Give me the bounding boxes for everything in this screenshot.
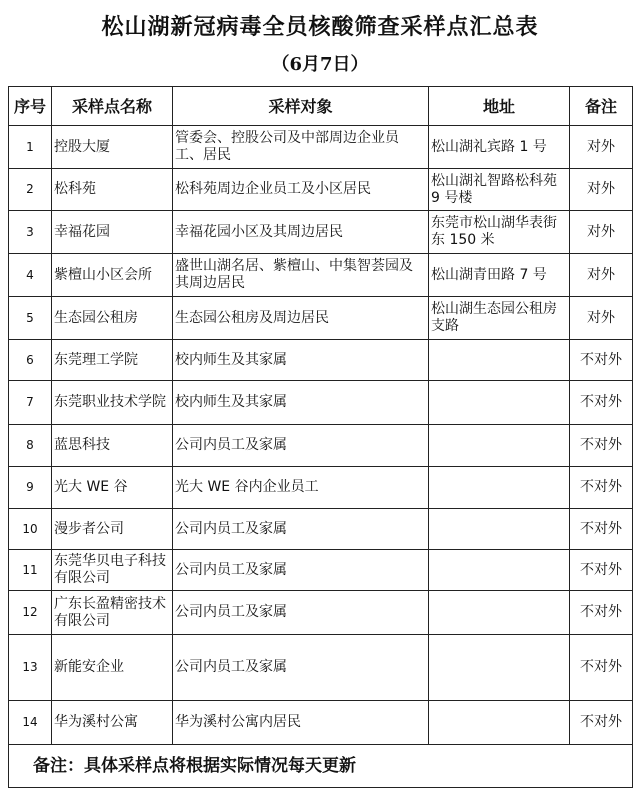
row-site-name: 紫檀山小区会所 bbox=[52, 254, 173, 297]
row-address bbox=[429, 381, 570, 425]
row-no: 13 bbox=[9, 635, 52, 701]
row-site-name: 东莞华贝电子科技有限公司 bbox=[52, 550, 173, 591]
row-note: 不对外 bbox=[570, 509, 633, 550]
row-address bbox=[429, 635, 570, 701]
row-site-name: 松科苑 bbox=[52, 169, 173, 211]
row-address bbox=[429, 591, 570, 635]
header-name: 采样点名称 bbox=[52, 87, 173, 126]
table-footer-row bbox=[9, 745, 633, 788]
row-no: 10 bbox=[9, 509, 52, 550]
row-target: 管委会、控股公司及中部周边企业员工、居民 bbox=[173, 126, 429, 169]
table-row bbox=[9, 467, 633, 509]
row-note: 对外 bbox=[570, 211, 633, 254]
row-site-name: 漫步者公司 bbox=[52, 509, 173, 550]
row-no: 12 bbox=[9, 591, 52, 635]
row-note: 对外 bbox=[570, 297, 633, 340]
header-address: 地址 bbox=[429, 87, 570, 126]
table-row bbox=[9, 635, 633, 701]
table-row bbox=[9, 550, 633, 591]
table-row bbox=[9, 340, 633, 381]
row-address bbox=[429, 509, 570, 550]
table-row bbox=[9, 297, 633, 340]
row-note: 不对外 bbox=[570, 425, 633, 467]
row-no: 14 bbox=[9, 701, 52, 745]
header-target: 采样对象 bbox=[173, 87, 429, 126]
row-target: 幸福花园小区及其周边居民 bbox=[173, 211, 429, 254]
row-no: 8 bbox=[9, 425, 52, 467]
row-site-name: 广东长盈精密技术有限公司 bbox=[52, 591, 173, 635]
row-address bbox=[429, 467, 570, 509]
table-header-row bbox=[9, 87, 633, 126]
row-site-name: 蓝思科技 bbox=[52, 425, 173, 467]
table-row bbox=[9, 169, 633, 211]
row-site-name: 生态园公租房 bbox=[52, 297, 173, 340]
header-no: 序号 bbox=[9, 87, 52, 126]
row-address bbox=[429, 340, 570, 381]
row-note: 不对外 bbox=[570, 381, 633, 425]
row-address: 松山湖礼智路松科苑 9 号楼 bbox=[429, 169, 570, 211]
row-no: 2 bbox=[9, 169, 52, 211]
row-target: 华为溪村公寓内居民 bbox=[173, 701, 429, 745]
row-address: 松山湖礼宾路 1 号 bbox=[429, 126, 570, 169]
row-address: 松山湖青田路 7 号 bbox=[429, 254, 570, 297]
row-target: 生态园公租房及周边居民 bbox=[173, 297, 429, 340]
row-no: 11 bbox=[9, 550, 52, 591]
row-site-name: 控股大厦 bbox=[52, 126, 173, 169]
row-no: 9 bbox=[9, 467, 52, 509]
row-note: 对外 bbox=[570, 254, 633, 297]
row-target: 公司内员工及家属 bbox=[173, 425, 429, 467]
page-subtitle: （6月7日） bbox=[271, 54, 369, 75]
row-address bbox=[429, 701, 570, 745]
footer-note: 备注：具体采样点将根据实际情况每天更新 bbox=[9, 745, 633, 788]
row-address bbox=[429, 550, 570, 591]
row-no: 3 bbox=[9, 211, 52, 254]
row-note: 不对外 bbox=[570, 467, 633, 509]
row-target: 公司内员工及家属 bbox=[173, 509, 429, 550]
table-row bbox=[9, 425, 633, 467]
row-note: 对外 bbox=[570, 169, 633, 211]
page-title: 松山湖新冠病毒全员核酸筛查采样点汇总表 bbox=[101, 14, 539, 40]
row-target: 校内师生及其家属 bbox=[173, 340, 429, 381]
row-address: 东莞市松山湖华表街东 150 米 bbox=[429, 211, 570, 254]
row-target: 校内师生及其家属 bbox=[173, 381, 429, 425]
row-target: 盛世山湖名居、紫檀山、中集智荟园及其周边居民 bbox=[173, 254, 429, 297]
table-row bbox=[9, 381, 633, 425]
table-row bbox=[9, 509, 633, 550]
row-note: 不对外 bbox=[570, 550, 633, 591]
row-site-name: 东莞理工学院 bbox=[52, 340, 173, 381]
row-site-name: 幸福花园 bbox=[52, 211, 173, 254]
row-site-name: 东莞职业技术学院 bbox=[52, 381, 173, 425]
row-no: 7 bbox=[9, 381, 52, 425]
row-no: 5 bbox=[9, 297, 52, 340]
row-address: 松山湖生态园公租房支路 bbox=[429, 297, 570, 340]
row-note: 对外 bbox=[570, 126, 633, 169]
row-no: 4 bbox=[9, 254, 52, 297]
table-row bbox=[9, 254, 633, 297]
row-site-name: 华为溪村公寓 bbox=[52, 701, 173, 745]
row-note: 不对外 bbox=[570, 701, 633, 745]
row-site-name: 新能安企业 bbox=[52, 635, 173, 701]
row-note: 不对外 bbox=[570, 635, 633, 701]
row-no: 6 bbox=[9, 340, 52, 381]
row-target: 公司内员工及家属 bbox=[173, 591, 429, 635]
row-target: 公司内员工及家属 bbox=[173, 550, 429, 591]
row-site-name: 光大 WE 谷 bbox=[52, 467, 173, 509]
sampling-sites-table bbox=[8, 86, 633, 788]
row-no: 1 bbox=[9, 126, 52, 169]
row-target: 光大 WE 谷内企业员工 bbox=[173, 467, 429, 509]
row-note: 不对外 bbox=[570, 340, 633, 381]
row-address bbox=[429, 425, 570, 467]
row-note: 不对外 bbox=[570, 591, 633, 635]
table-row bbox=[9, 211, 633, 254]
table-row bbox=[9, 126, 633, 169]
table-row bbox=[9, 701, 633, 745]
row-target: 松科苑周边企业员工及小区居民 bbox=[173, 169, 429, 211]
row-target: 公司内员工及家属 bbox=[173, 635, 429, 701]
table-row bbox=[9, 591, 633, 635]
header-note: 备注 bbox=[570, 87, 633, 126]
